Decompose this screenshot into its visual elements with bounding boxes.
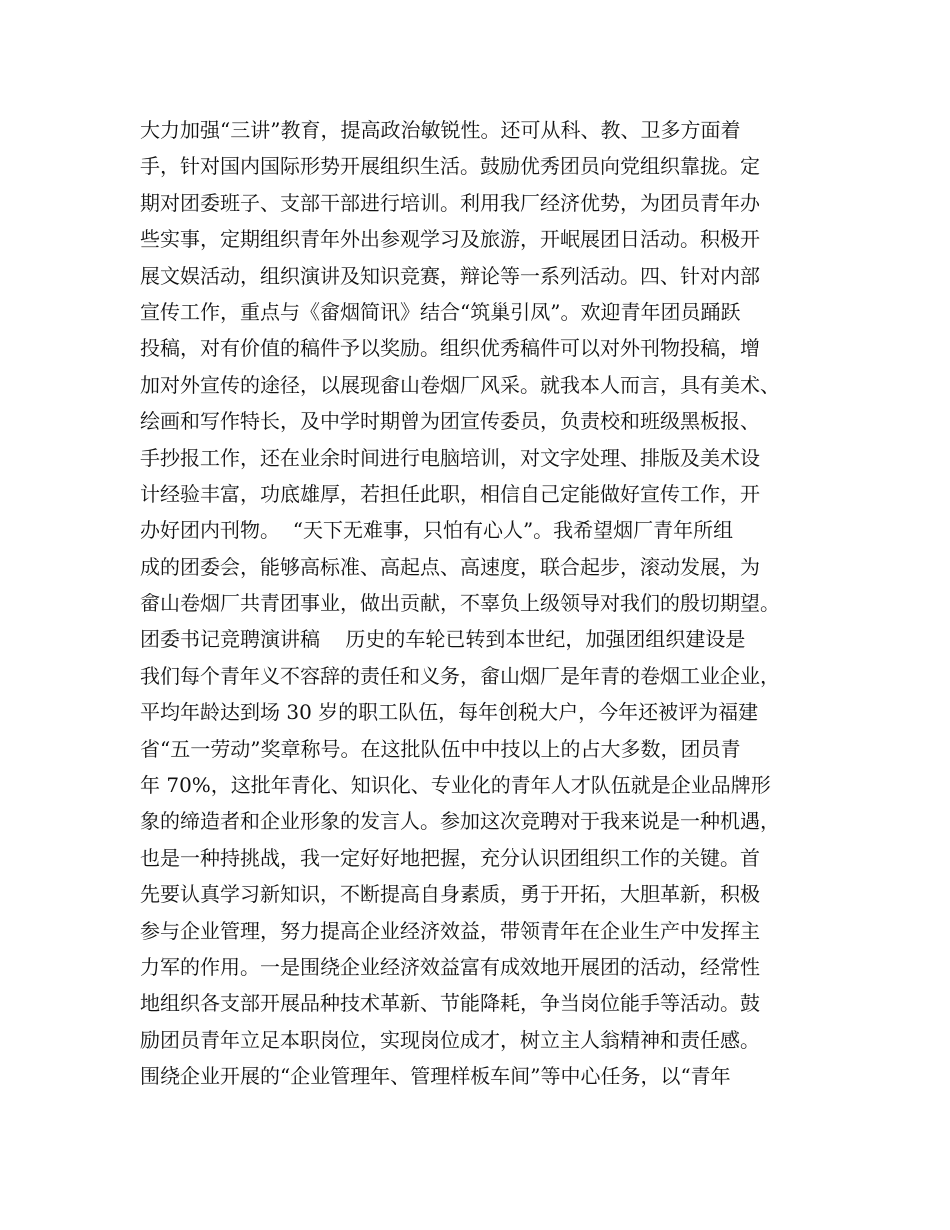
text-line-7: 投稿，对有价值的稿件予以奖励。组织优秀稿件可以对外刊物投稿，增 — [140, 336, 760, 361]
text-line-15: 团委书记竞聘演讲稿 历史的车轮已转到本世纪，加强团组织建设是 — [140, 627, 746, 652]
text-line-9: 绘画和写作特长，及中学时期曾为团宣传委员，负责校和班级黑板报、 — [140, 409, 760, 434]
text-line-21: 也是一种持挑战，我一定好好地把握，充分认识团组织工作的关键。首 — [140, 845, 760, 870]
text-line-11: 计经验丰富，功底雄厚，若担任此职，相信自己定能做好宣传工作，开 — [140, 481, 760, 506]
text-line-23: 参与企业管理，努力提高企业经济效益，带领青年在企业生产中发挥主 — [140, 918, 760, 943]
text-line-14: 畲山卷烟厂共青团事业，做出贡献，不辜负上级领导对我们的殷切期望。 — [140, 591, 780, 616]
text-line-26: 励团员青年立足本职岗位，实现岗位成才，树立主人翁精神和责任感。 — [140, 1027, 760, 1052]
text-line-2: 手，针对国内国际形势开展组织生活。鼓励优秀团员向党组织靠拢。定 — [140, 154, 760, 179]
text-line-3: 期对团委班子、支部干部进行培训。利用我厂经济优势，为团员青年办 — [140, 190, 760, 215]
text-line-27: 围绕企业开展的“企业管理年、管理样板车间”等中心任务，以“青年 — [140, 1064, 731, 1089]
text-line-5: 展文娱活动，组织演讲及知识竞赛，辩论等一系列活动。四、针对内部 — [140, 263, 760, 288]
text-line-13: 成的团委会，能够高标准、高起点、高速度，联合起步，滚动发展，为 — [140, 554, 760, 579]
text-line-1: 大力加强“三讲”教育，提高政治敏锐性。还可从科、教、卫多方面着 — [140, 118, 741, 142]
text-line-8: 加对外宣传的途径，以展现畲山卷烟厂风采。就我本人而言，具有美术、 — [140, 372, 780, 397]
text-line-18: 省“五一劳动”奖章称号。在这批队伍中中技以上的占大多数，团员青 — [140, 736, 741, 761]
text-line-16: 我们每个青年义不容辞的责任和义务，畲山烟厂是年青的卷烟工业企业， — [140, 663, 780, 688]
text-line-17: 平均年龄达到场 30 岁的职工队伍，每年创税大户，今年还被评为福建 — [140, 700, 759, 725]
text-line-25: 地组织各支部开展品种技术革新、节能降耗，争当岗位能手等活动。鼓 — [140, 991, 760, 1016]
text-line-6: 宣传工作，重点与《畲烟简讯》结合“筑巢引凤”。欢迎青年团员踊跃 — [140, 299, 741, 324]
text-line-22: 先要认真学习新知识，不断提高自身素质，勇于开拓，大胆革新，积极 — [140, 882, 760, 907]
body-text — [140, 112, 830, 1095]
text-line-4: 些实事，定期组织青年外出参观学习及旅游，开岷展团日活动。积极开 — [140, 227, 760, 252]
text-line-10: 手抄报工作，还在业余时间进行电脑培训，对文字处理、排版及美术设 — [140, 445, 760, 470]
text-line-12: 办好团内刊物。 “天下无难事，只怕有心人”。我希望烟厂青年所组 — [140, 518, 734, 543]
text-line-19: 年 70%，这批年青化、知识化、专业化的青年人才队伍就是企业品牌形 — [140, 773, 771, 798]
text-line-20: 象的缔造者和企业形象的发言人。参加这次竞聘对于我来说是一种机遇， — [140, 809, 780, 834]
text-line-24: 力军的作用。一是围绕企业经济效益富有成效地开展团的活动，经常性 — [140, 954, 760, 979]
